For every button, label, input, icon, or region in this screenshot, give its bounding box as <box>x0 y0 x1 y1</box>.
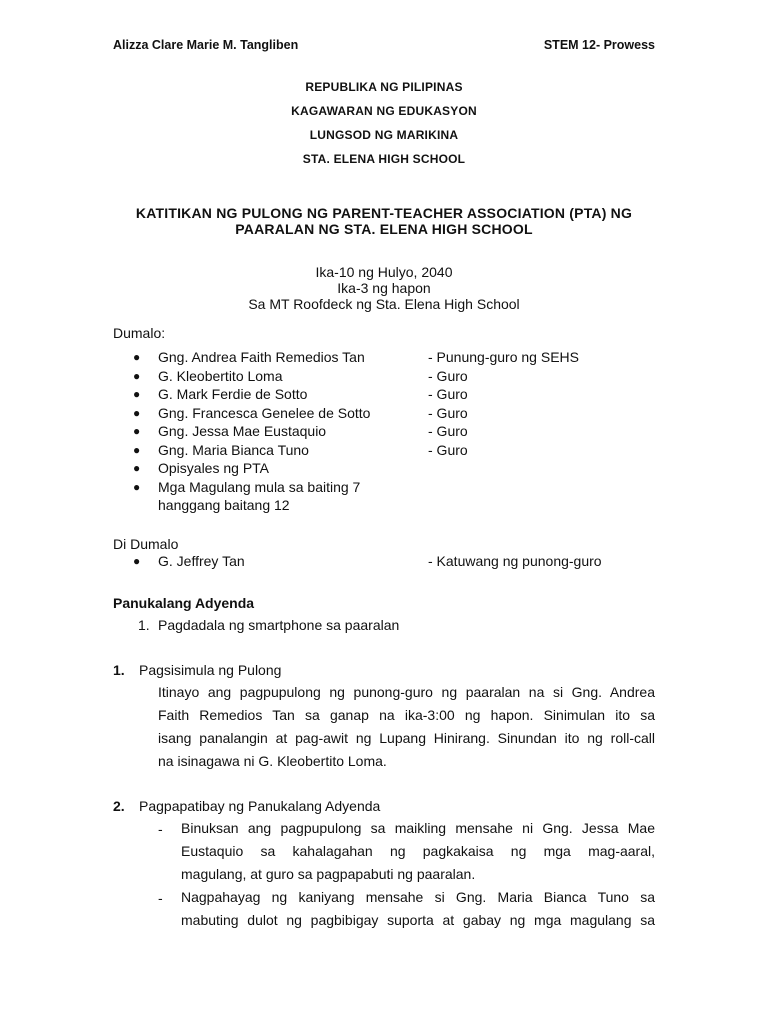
title-line-1: KATITIKAN NG PULONG NG PARENT-TEACHER ASSOCIATION (PTA) NG <box>135 205 633 221</box>
document-page: Alizza Clare Marie M. Tangliben STEM 12- Prowess REPUBLIKA NG PILIPINAS KAGAWARAN NG EDUKASYON LUNGSOD NG MARIKINA STA. ELENA HIGH SCHOOL KATITIKAN NG PULONG NG PARENT-TEACHER ASSOCIATION (PTA) NG PAARALAN NG STA. ELENA HIGH SCHOOL Ika-10 ng Hulyo, 2040 Ika-3 ng hapon Sa MT Roofdeck ng Sta. Elena High School Dumalo: ● Gng. Andrea Faith Remedios Tan - Punung-guro ng SEHS ● G. Kleobertito Loma - Guro ● G. Mark Ferdie de Sotto - Guro ● Gng. Francesca Genelee de Sotto - Guro ● Gng. Jessa Mae Eustaquio - Guro ● Gng. Maria Bianca Tuno - Guro ● Opisyales ng PTA ● Mga Magulang mula sa baiting 7 hanggang baitang 12 Di Dumalo ● G. Jeffrey Tan - Katuwang ng punong-guro Panukalang Adyenda 1. Pagdadala ng smartphone sa paaralan 1. Pagsisimula ng Pulong Itinayo ang pagpupulong ng punong-guro ng paaralan na si Gng. Andrea Faith Remedios Tan sa ganap na ika-3:00 ng hapon. Sinimulan ito sa isang panalangin at pag-awit ng Lupang Hinirang. Sinundan ito ng roll-call na isinagawa ni G. Kleobertito Loma. 2. Pagpapatibay ng Panukalang Adyenda - Binuksan ang pagpupulong sa maikling mensahe ni Gng. Jessa Mae Eustaquio sa kahalagahan ng pagkakaisa ng mga mag-aaral, magulang, at guro sa pagpapabuti ng paaralan. - Nagpahayag ng kaniyang mensahe si Gng. Maria Bianca Tuno sa mabuting dulot ng pagbibigay suporta at gabay ng mga magulang sa <box>0 0 768 1024</box>
absent-list <box>113 552 673 571</box>
dash-marker: - <box>158 890 163 906</box>
absent-label: Di Dumalo <box>113 536 179 552</box>
bullet-icon: ● <box>133 554 141 568</box>
class-section: STEM 12- Prowess <box>543 38 655 52</box>
section-bullet: Nagpahayag ng kaniyang mensahe si Gng. Maria Bianca Tuno sa mabuting dulot ng pagbibigay suporta at gabay ng mga magulang sa <box>181 889 655 928</box>
bullet-icon: ● <box>133 368 141 383</box>
meeting-venue: Sa MT Roofdeck ng Sta. Elena High School <box>248 296 520 312</box>
list-item: ● Opisyales ng PTA <box>133 460 270 476</box>
title-line-2: PAARALAN NG STA. ELENA HIGH SCHOOL <box>235 221 533 237</box>
list-item: ● Gng. Jessa Mae Eustaquio - Guro <box>133 423 468 439</box>
bullet-icon: ● <box>133 461 141 475</box>
agency-line-school: STA. ELENA HIGH SCHOOL <box>302 152 466 166</box>
agency-line-city: LUNGSOD NG MARIKINA <box>309 128 459 142</box>
section-paragraph: Itinayo ang pagpupulong ng punong-guro ng paaralan na si Gng. Andrea Faith Remedios Tan sa ganap na ika-3:00 ng hapon. Sinimulan ito sa isang panalangin at pag-awit ng Lupang Hinirang. Sinundan ito ng roll-call na isinagawa ni G. Kleobertito Loma. <box>158 684 655 769</box>
meeting-time: Ika-3 ng hapon <box>337 280 431 296</box>
dash-marker: - <box>158 821 163 837</box>
list-item: ● Gng. Francesca Genelee de Sotto - Guro <box>133 404 468 421</box>
section-bullet: Binuksan ang pagpupulong sa maikling mensahe ni Gng. Jessa Mae Eustaquio sa kahalagahan ng pagkakaisa ng mga mag-aaral, magulang, at guro sa pagpapabuti ng paaralan. <box>181 820 655 882</box>
attendees-label: Dumalo: <box>113 325 166 341</box>
bullet-icon: ● <box>133 479 141 494</box>
bullet-icon: ● <box>133 350 141 364</box>
list-item: ● Gng. Andrea Faith Remedios Tan - Punung-guro ng SEHS <box>133 349 579 365</box>
list-item: ● G. Mark Ferdie de Sotto - Guro <box>133 386 468 402</box>
bullet-icon: ● <box>133 405 141 420</box>
document-title <box>100 205 668 237</box>
bullet-icon: ● <box>133 387 141 401</box>
list-item: ● Mga Magulang mula sa baiting 7 hanggang baitang 12 <box>133 478 361 513</box>
attendees-list <box>113 348 673 515</box>
agency-line-republic: REPUBLIKA NG PILIPINAS <box>305 80 463 94</box>
list-item: ● G. Kleobertito Loma - Guro <box>133 367 468 384</box>
list-item: ● Gng. Maria Bianca Tuno - Guro <box>133 441 468 458</box>
author-name: Alizza Clare Marie M. Tangliben <box>113 38 299 52</box>
agency-line-department: KAGAWARAN NG EDUKASYON <box>291 104 477 118</box>
agenda-heading: Panukalang Adyenda <box>113 595 255 611</box>
bullet-icon: ● <box>133 442 141 457</box>
list-item: ● G. Jeffrey Tan - Katuwang ng punong-guro <box>133 553 602 569</box>
bullet-icon: ● <box>133 424 141 438</box>
meeting-date: Ika-10 ng Hulyo, 2040 <box>315 264 453 280</box>
